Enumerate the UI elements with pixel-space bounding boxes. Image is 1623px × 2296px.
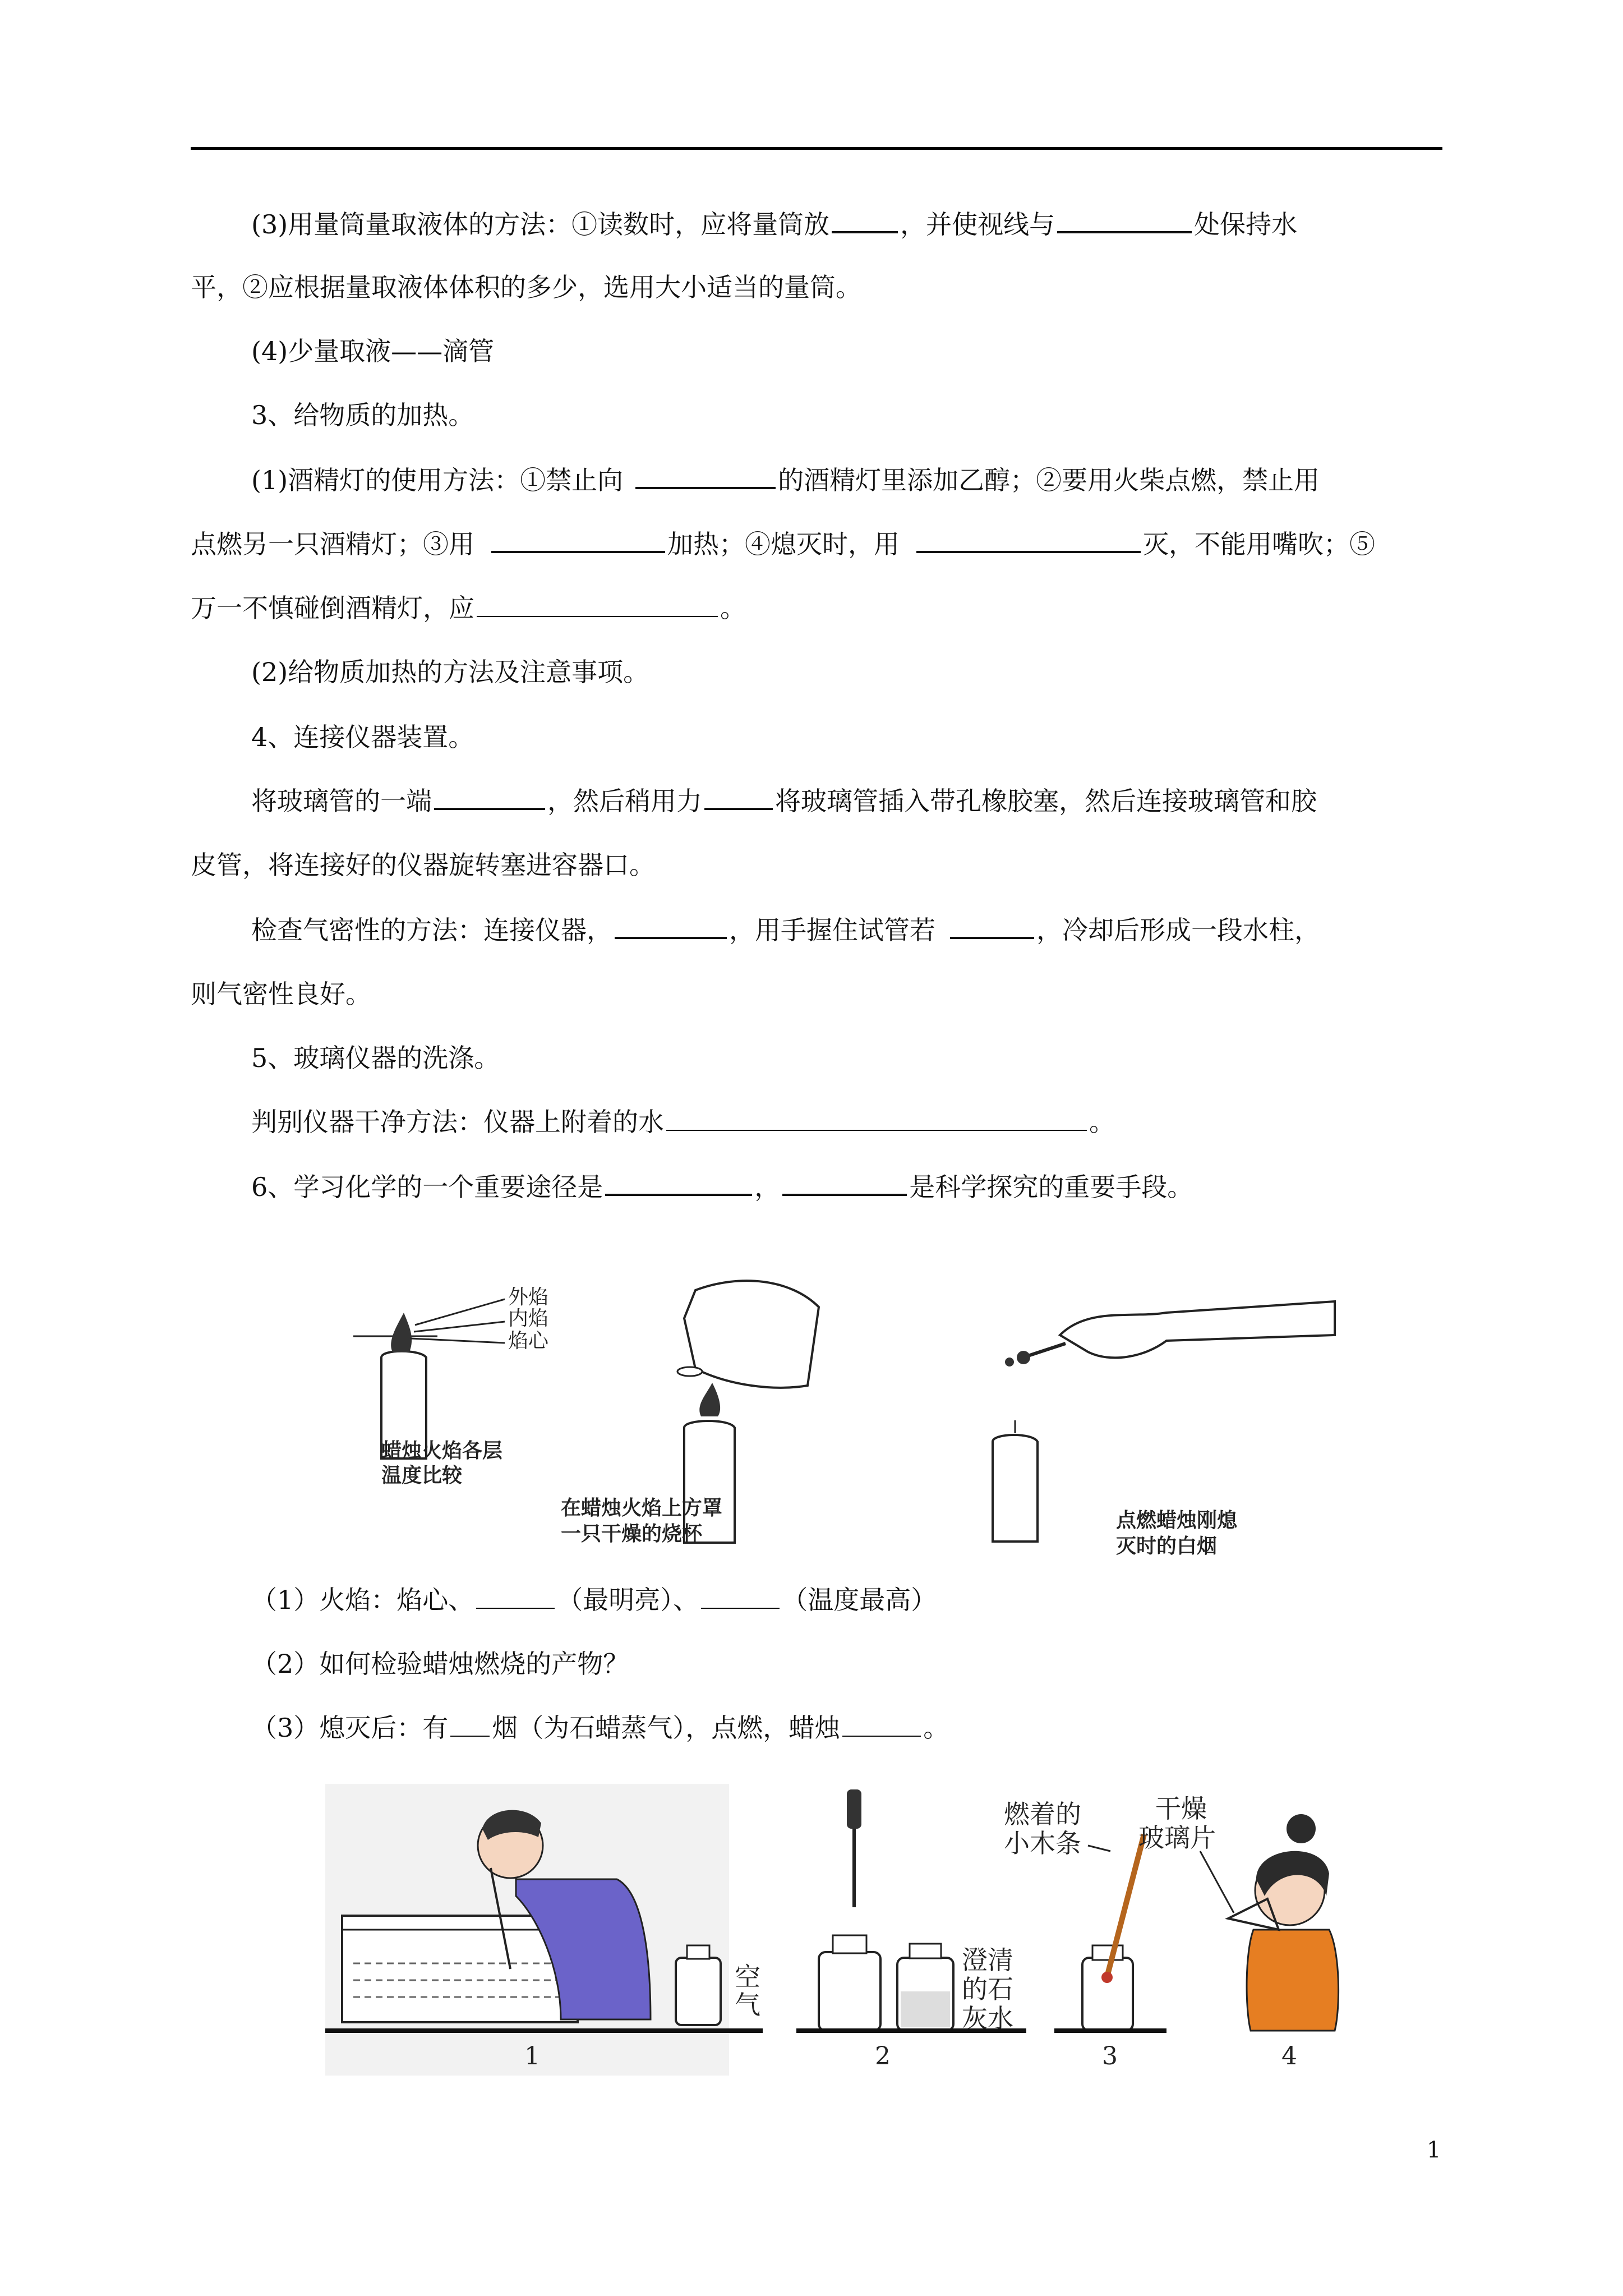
text: (3)用量筒量取液体的方法：①读数时，应将量筒放 xyxy=(251,209,830,240)
section-heading: 4、连接仪器装置。 xyxy=(251,722,474,752)
text: 。 xyxy=(720,593,746,623)
text: ，用手握住试管若 xyxy=(729,915,935,945)
answer-blank[interactable] xyxy=(950,914,1034,939)
text-line: （2）如何检验蜡烛燃烧的产物？ xyxy=(251,1649,629,1679)
text: ， xyxy=(754,1172,781,1202)
text-line xyxy=(191,527,1375,561)
answer-blank[interactable] xyxy=(635,464,776,489)
caption-white-smoke: 点燃蜡烛刚熄 xyxy=(1116,1509,1238,1532)
answer-blank[interactable] xyxy=(450,1713,490,1737)
text: 判别仪器干净方法：仪器上附着的水 xyxy=(251,1107,664,1137)
burning-stick-label-2: 小木条 xyxy=(1004,1828,1081,1858)
text: 万一不慎碰倒酒精灯，应 xyxy=(191,593,474,623)
text-line: 皮管，将连接好的仪器旋转塞进容器口。 xyxy=(191,850,655,880)
text-line xyxy=(251,1105,1115,1139)
text: 检查气密性的方法：连接仪器， xyxy=(251,915,612,945)
white-smoke-illustration xyxy=(993,1301,1335,1558)
text: （最明亮）、 xyxy=(557,1585,699,1615)
answer-blank[interactable] xyxy=(1057,209,1192,233)
dry-glass-label: 干燥 xyxy=(1155,1793,1207,1824)
limewater-test-illustration xyxy=(796,1789,1026,2070)
text: 是科学探究的重要手段。 xyxy=(909,1172,1193,1202)
caption-flame-layers: 蜡烛火焰各层 xyxy=(381,1439,503,1462)
text: （1）火焰：焰心、 xyxy=(251,1585,474,1615)
section-heading: 5、玻璃仪器的洗涤。 xyxy=(251,1043,500,1073)
text: 加热；④熄灭时，用 xyxy=(667,529,900,559)
text: 将玻璃管的一端 xyxy=(251,786,432,816)
answer-blank[interactable] xyxy=(782,1171,907,1196)
text-line: (4)少量取液——滴管 xyxy=(251,336,495,366)
text-line xyxy=(251,1170,1193,1204)
text: (1)酒精灯的使用方法：①禁止向 xyxy=(251,465,624,495)
text-line xyxy=(191,591,746,625)
text-line: 则气密性良好。 xyxy=(191,979,371,1009)
text-line xyxy=(251,463,1320,497)
text-line xyxy=(251,784,1317,818)
text: （3）熄灭后：有 xyxy=(251,1713,449,1743)
gas-testing-figure xyxy=(325,1784,1346,2076)
caption-beaker: 在蜡烛火焰上方罩 xyxy=(561,1497,723,1520)
figure-number-1: 1 xyxy=(524,2042,540,2070)
answer-blank[interactable] xyxy=(666,1107,1087,1131)
answer-blank[interactable] xyxy=(476,1585,555,1609)
outer-flame-label: 外焰 xyxy=(508,1286,549,1309)
caption-beaker-2: 一只干燥的烧杯 xyxy=(561,1522,703,1545)
text-line: (2)给物质加热的方法及注意事项。 xyxy=(251,657,649,687)
answer-blank[interactable] xyxy=(605,1171,752,1196)
limewater-label: 澄清 xyxy=(962,1945,1013,1975)
dry-glass-label-2: 玻璃片 xyxy=(1138,1823,1216,1853)
dry-glass-illustration xyxy=(1138,1793,1339,2070)
answer-blank[interactable] xyxy=(832,209,898,233)
text-line xyxy=(251,1583,937,1617)
answer-blank[interactable] xyxy=(615,914,727,939)
text: 处保持水 xyxy=(1194,209,1298,240)
text: 的酒精灯里添加乙醇；②要用火柴点燃，禁止用 xyxy=(778,465,1320,495)
header-rule xyxy=(191,147,1442,150)
flame-core-label: 焰心 xyxy=(508,1329,549,1352)
text: 。 xyxy=(1089,1107,1115,1137)
answer-blank[interactable] xyxy=(701,1585,780,1609)
text-line: 平，②应根据量取液体体积的多少，选用大小适当的量筒。 xyxy=(191,272,861,302)
limewater-label-3: 灰水 xyxy=(962,2003,1013,2033)
text: ，并使视线与 xyxy=(900,209,1055,240)
candle-experiments-figure xyxy=(348,1273,1346,1565)
figure-number-4: 4 xyxy=(1281,2042,1297,2070)
air-label: 空 xyxy=(735,1962,760,1992)
answer-blank[interactable] xyxy=(704,785,773,810)
text-line xyxy=(251,208,1297,241)
text: 将玻璃管插入带孔橡胶塞，然后连接玻璃管和胶 xyxy=(775,786,1317,816)
section-heading: 3、给物质的加热。 xyxy=(251,400,474,430)
answer-blank[interactable] xyxy=(842,1713,921,1737)
text-line xyxy=(251,913,1320,947)
caption-white-smoke-2: 灭时的白烟 xyxy=(1116,1535,1218,1558)
text: 烟（为石蜡蒸气），点燃，蜡烛 xyxy=(492,1713,841,1743)
figure-number-2: 2 xyxy=(875,2042,891,2070)
figure-number-3: 3 xyxy=(1102,2042,1118,2070)
text: 灭，不能用嘴吹；⑤ xyxy=(1143,529,1375,559)
text: （温度最高） xyxy=(782,1585,937,1615)
answer-blank[interactable] xyxy=(491,528,665,553)
answer-blank[interactable] xyxy=(434,785,545,810)
limewater-label-2: 的石 xyxy=(962,1974,1013,2004)
burning-stick-label: 燃着的 xyxy=(1004,1799,1081,1829)
air-label-2: 气 xyxy=(735,1990,760,2020)
answer-blank[interactable] xyxy=(477,593,718,617)
text: 。 xyxy=(923,1713,949,1743)
text: 6、学习化学的一个重要途径是 xyxy=(251,1172,603,1202)
inner-flame-label: 内焰 xyxy=(508,1307,549,1330)
page-number: 1 xyxy=(1427,2137,1441,2163)
text-line xyxy=(251,1711,949,1745)
text: ，然后稍用力 xyxy=(547,786,702,816)
beaker-over-candle-illustration xyxy=(561,1281,819,1545)
text: ，冷却后形成一段水柱， xyxy=(1036,915,1320,945)
answer-blank[interactable] xyxy=(916,528,1141,553)
caption-flame-layers-2: 温度比较 xyxy=(381,1464,463,1487)
text: 点燃另一只酒精灯；③用 xyxy=(191,529,474,559)
candle-flame-illustration xyxy=(353,1286,550,1487)
